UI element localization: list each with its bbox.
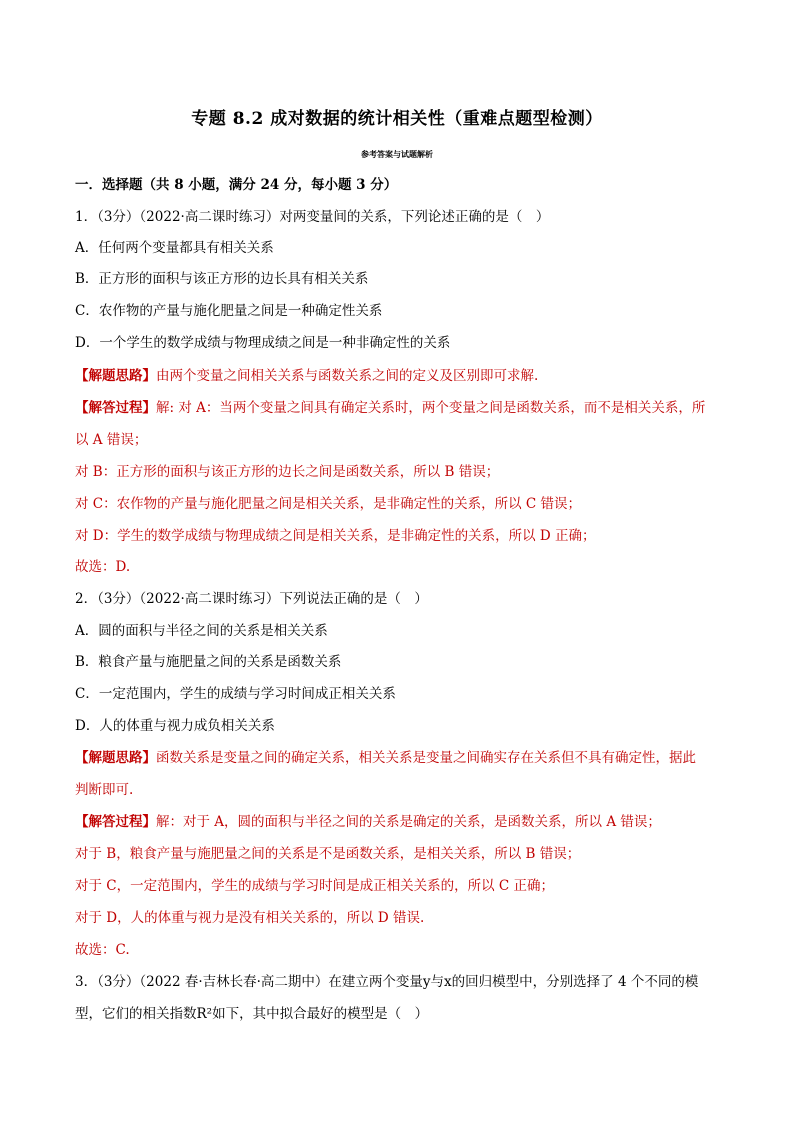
q2-idea-text-1: 函数关系是变量之间的确定关系，相关关系是变量之间确实存在关系但不具有确定性，据此 xyxy=(156,750,696,766)
q2-option-b: B．粮食产量与施肥量之间的关系是函数关系 xyxy=(75,654,342,670)
q2-option-d: D．人的体重与视力成负相关关系 xyxy=(75,718,275,734)
process-tag: 【解答过程】 xyxy=(75,400,156,416)
page-title: 专题 8.2 成对数据的统计相关性（重难点题型检测） xyxy=(191,109,603,129)
q1-stem: 1．（3分）（2022·高二课时练习）对两变量间的关系，下列论述正确的是（ ） xyxy=(75,209,550,225)
q2-process-text-1: 解：对于 A，圆的面积与半径之间的关系是确定的关系，是函数关系，所以 A 错误； xyxy=(156,814,661,830)
q1-process-text-2: 以 A 错误； xyxy=(75,432,148,448)
q1-answer: 故选：D. xyxy=(75,559,131,575)
q1-option-b: B．正方形的面积与该正方形的边长具有相关关系 xyxy=(75,271,369,287)
q1-option-a: A．任何两个变量都具有相关关系 xyxy=(75,240,274,256)
q2-stem: 2．（3分）（2022·高二课时练习）下列说法正确的是（ ） xyxy=(75,591,428,607)
q2-idea-text-2: 判断即可. xyxy=(75,782,134,798)
q1-idea-text: 由两个变量之间相关关系与函数关系之间的定义及区别即可求解. xyxy=(156,368,539,384)
q1-process xyxy=(75,399,725,417)
idea-tag: 【解题思路】 xyxy=(75,368,156,384)
page-subtitle: 参考答案与试题解析 xyxy=(361,149,433,159)
section-heading: 一．选择题（共 8 小题，满分 24 分，每小题 3 分） xyxy=(75,177,398,193)
process-tag: 【解答过程】 xyxy=(75,814,156,830)
q3-stem-2: 型，它们的相关指数R²如下，其中拟合最好的模型是（ ） xyxy=(75,1006,429,1022)
q2-process-b: 对于 B，粮食产量与施肥量之间的关系是不是函数关系，是相关关系，所以 B 错误； xyxy=(75,846,581,862)
q1-option-c: C．农作物的产量与施化肥量之间是一种确定性关系 xyxy=(75,303,383,319)
q2-process xyxy=(75,813,725,831)
q1-process-d: 对 D：学生的数学成绩与物理成绩之间是相关关系，是非确定性的关系，所以 D 正确； xyxy=(75,528,596,544)
q2-option-c: C．一定范围内，学生的成绩与学习时间成正相关关系 xyxy=(75,686,396,702)
q2-process-c: 对于 C，一定范围内，学生的成绩与学习时间是成正相关关系的，所以 C 正确； xyxy=(75,878,555,894)
q1-idea xyxy=(75,367,725,385)
q1-process-c: 对 C：农作物的产量与施化肥量之间是相关关系，是非确定性的关系，所以 C 错误； xyxy=(75,496,582,512)
q2-process-d: 对于 D，人的体重与视力是没有相关关系的，所以 D 错误. xyxy=(75,910,425,926)
q3-stem-1: 3．（3分）（2022 春·吉林长春·高二期中）在建立两个变量y与x的回归模型中，分别选择了 4 个不同的模 xyxy=(75,974,699,990)
q1-process-b: 对 B：正方形的面积与该正方形的边长之间是函数关系，所以 B 错误； xyxy=(75,464,500,480)
q2-idea xyxy=(75,749,725,767)
q1-option-d: D．一个学生的数学成绩与物理成绩之间是一种非确定性的关系 xyxy=(75,335,451,351)
q2-option-a: A．圆的面积与半径之间的关系是相关关系 xyxy=(75,623,328,639)
idea-tag: 【解题思路】 xyxy=(75,750,156,766)
q2-answer: 故选：C. xyxy=(75,942,130,958)
q1-process-text-1: 解: 对 A：当两个变量之间具有确定关系时，两个变量之间是函数关系，而不是相关关系，所 xyxy=(156,400,706,416)
